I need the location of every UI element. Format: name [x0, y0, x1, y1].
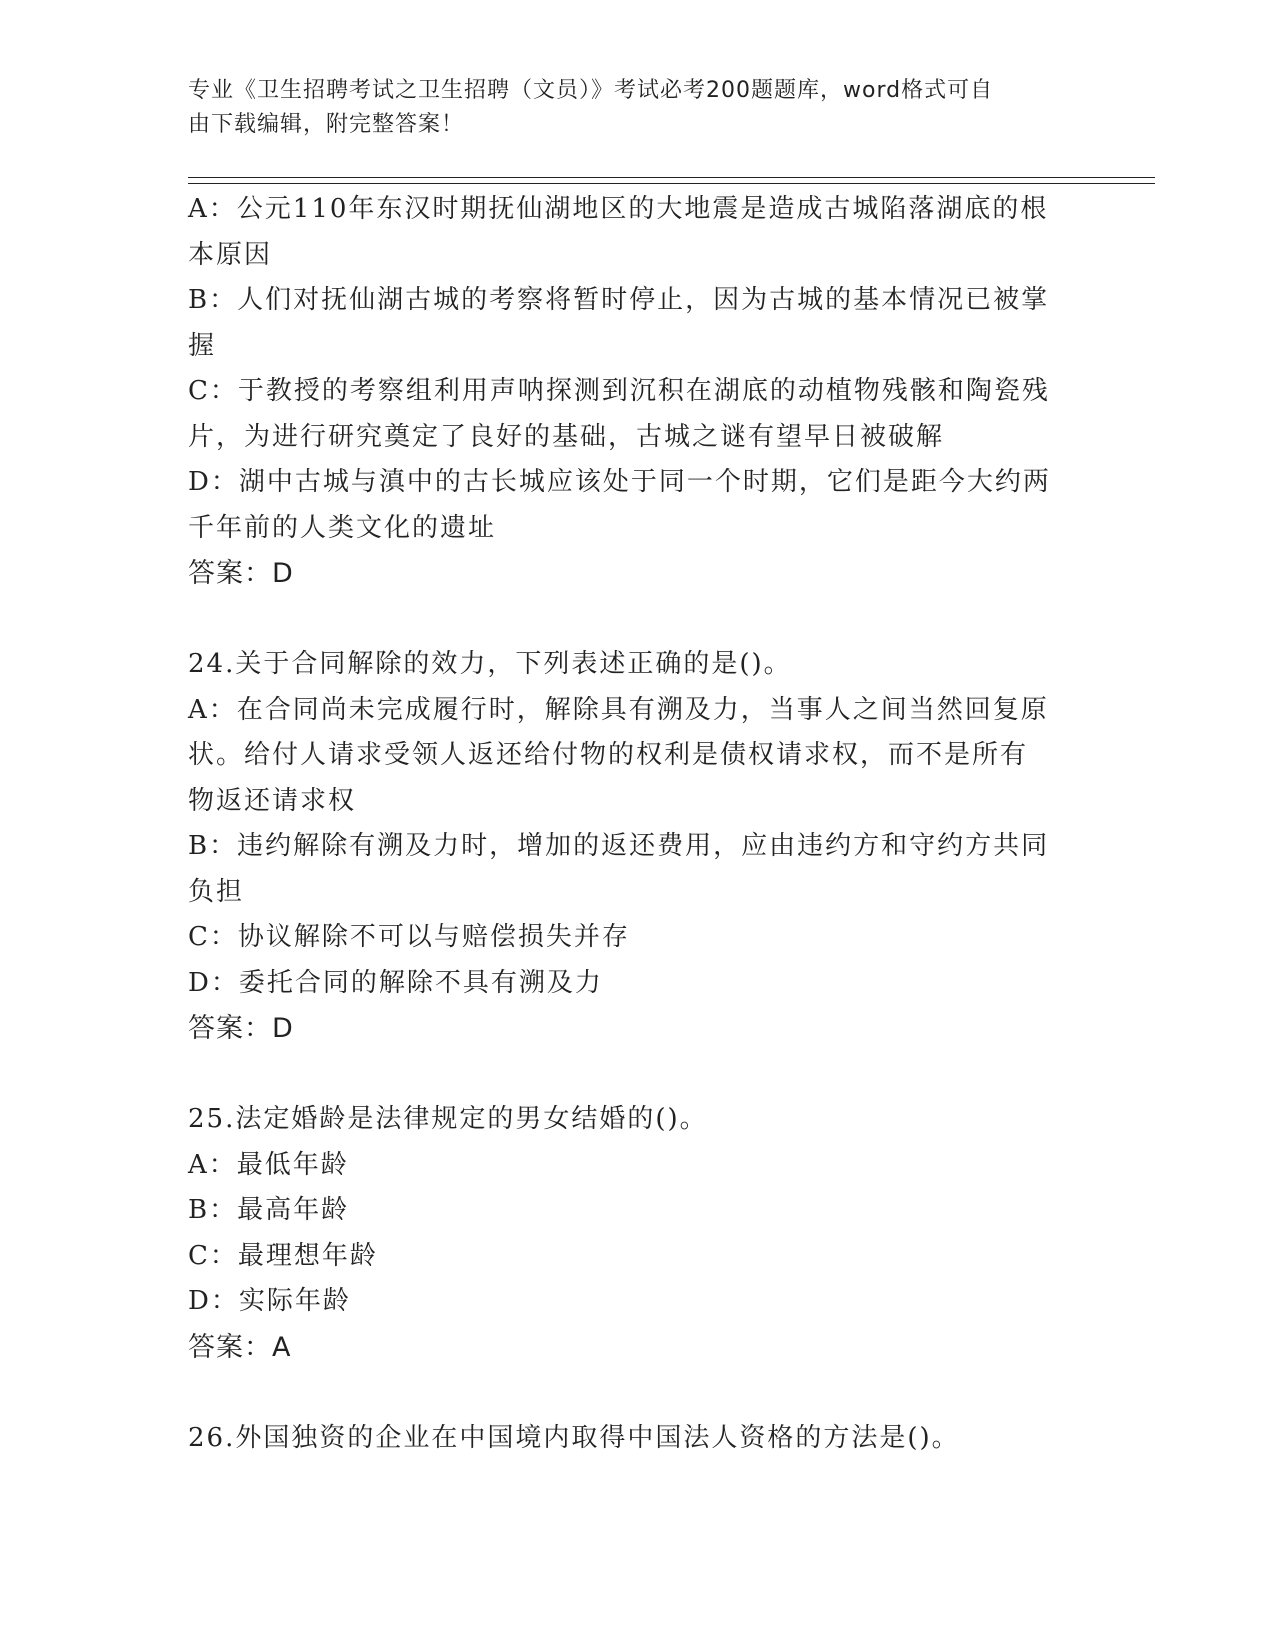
option-d-line-1: D：湖中古城与滇中的古长城应该处于同一个时期，它们是距今大约两 — [188, 467, 1051, 497]
option-c: C：最理想年龄 — [188, 1240, 378, 1271]
option-b-line-1: B：人们对抚仙湖古城的考察将暂时停止，因为古城的基本情况已被掌 — [188, 285, 1050, 315]
option-c-line-2: 片，为进行研究奠定了良好的基础，古城之谜有望早日被破解 — [188, 421, 945, 452]
option-c: C：协议解除不可以与赔偿损失并存 — [188, 922, 630, 952]
option-d: D：委托合同的解除不具有溯及力 — [188, 967, 603, 998]
spacer — [188, 1052, 1088, 1098]
question-25-text: 25.法定婚龄是法律规定的男女结婚的()。 — [188, 1104, 708, 1134]
option-a-line-1: A：公元110年东汉时期抚仙湖地区的大地震是造成古城陷落湖底的根 — [188, 194, 1049, 224]
header-divider-top — [188, 177, 1155, 178]
question-26 — [188, 1416, 1088, 1462]
option-b: B：最高年龄 — [188, 1195, 350, 1225]
answer-23: 答案：D — [188, 558, 294, 589]
question-24-text: 24.关于合同解除的效力，下列表述正确的是()。 — [188, 649, 792, 679]
header-line-2: 由下载编辑，附完整答案！ — [188, 112, 465, 137]
option-d: D：实际年龄 — [188, 1286, 351, 1316]
header-line-1: 专业《卫生招聘考试之卫生招聘（文员）》考试必考200题题库，word格式可自 — [188, 78, 994, 103]
header-divider-bottom — [188, 183, 1155, 184]
document-body — [188, 187, 1088, 1461]
option-b-line-1: B：违约解除有溯及力时，增加的返还费用，应由违约方和守约方共同 — [188, 831, 1050, 861]
answer-24: 答案：D — [188, 1013, 294, 1044]
document-header — [188, 74, 1088, 142]
option-a: A：最低年龄 — [188, 1149, 349, 1180]
question-23-options — [188, 187, 1088, 597]
option-c-line-1: C：于教授的考察组利用声呐探测到沉积在湖底的动植物残骸和陶瓷残 — [188, 376, 1050, 406]
option-a-line-2: 状。给付人请求受领人返还给付物的权利是债权请求权，而不是所有 — [188, 740, 1029, 770]
answer-25: 答案：A — [188, 1331, 292, 1363]
option-a-line-2: 本原因 — [188, 239, 273, 270]
option-a-line-1: A：在合同尚未完成履行时，解除具有溯及力，当事人之间当然回复原 — [188, 694, 1049, 725]
question-25 — [188, 1097, 1088, 1370]
question-26-text: 26.外国独资的企业在中国境内取得中国法人资格的方法是()。 — [188, 1422, 960, 1453]
option-a-line-3: 物返还请求权 — [188, 785, 357, 816]
question-24 — [188, 642, 1088, 1052]
option-d-line-2: 千年前的人类文化的遗址 — [188, 512, 497, 543]
spacer — [188, 1370, 1088, 1416]
option-b-line-2: 握 — [188, 330, 217, 361]
spacer — [188, 597, 1088, 643]
option-b-line-2: 负担 — [188, 876, 245, 907]
